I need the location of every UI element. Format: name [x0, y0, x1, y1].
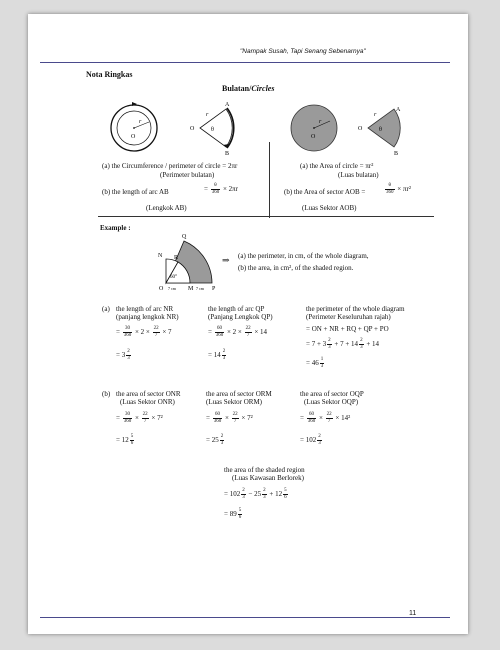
section-title: Nota Ringkas [86, 70, 133, 79]
example-m-label: M [188, 286, 194, 292]
shaded-result-num: 5 [238, 508, 242, 513]
oqp-frac-2 [326, 412, 333, 425]
orm-result [206, 434, 225, 447]
qp-frac-1 [215, 326, 225, 339]
example-angle-label: 60° [170, 275, 177, 280]
shaded-frac1 [241, 488, 246, 501]
section-divider [98, 216, 434, 217]
nr-calc [116, 326, 172, 339]
arc-den: 360 [211, 190, 220, 195]
nr-result [116, 349, 132, 362]
sector-area-formula [384, 183, 411, 196]
per-line2-b: + 7 + 14 [334, 340, 359, 349]
oqp-eq: = [300, 414, 304, 423]
oqp-result-den: 3 [318, 441, 321, 446]
topic-malay: Bulatan/ [222, 84, 252, 93]
shaded-circle-o: O [311, 134, 316, 140]
footer-rule [40, 617, 450, 618]
nr-mid: × 2 × [134, 328, 150, 337]
example-task-b: (b) the area, in cm², of the shaded region. [238, 264, 354, 272]
shaded-result-whole: 89 [229, 510, 237, 519]
circle-o-label: O [131, 134, 136, 140]
shaded-a: = 102 [224, 490, 241, 499]
qp-title: the length of arc QP [208, 305, 265, 313]
onr-frac-2 [142, 412, 149, 425]
orm-result-whole: 25 [211, 436, 219, 445]
example-n-label: N [158, 253, 163, 259]
header-quote: "Nampak Susah, Tapi Senang Sebenarnya" [240, 48, 366, 55]
shaded-b: − 25 [248, 490, 262, 499]
circumference-malay: (Perimeter bulatan) [160, 171, 215, 179]
nr-frac-2 [153, 326, 160, 339]
header-rule [40, 62, 450, 63]
onr-calc [116, 412, 163, 425]
part-b-label: (b) [102, 390, 111, 398]
shaded-c: + 12 [269, 490, 283, 499]
shaded-title: the area of the shaded region [224, 466, 305, 474]
per-line2-a: = 7 + 3 [306, 340, 327, 349]
implies-arrow: ⇒ [222, 255, 230, 265]
shaded-circle-r: r [319, 119, 322, 125]
oqp-num2: 22 [326, 412, 332, 417]
onr-result [116, 434, 135, 447]
qp-result-whole: 14 [213, 351, 221, 360]
oqp-frac-1 [307, 412, 317, 425]
arc-eq: = [204, 185, 208, 194]
onr-result-frac [130, 434, 135, 447]
shaded-sector-a: A [396, 107, 401, 113]
qp-num2: 22 [245, 326, 251, 331]
topic-english: Circles [251, 84, 275, 93]
oqp-result-num: 2 [318, 434, 321, 439]
shaded-frac3 [283, 488, 288, 501]
onr-eq: = [116, 414, 120, 423]
example-om-label: 7 cm [168, 286, 176, 291]
shaded-subtitle: (Luas Kawasan Berlorek) [232, 474, 304, 482]
shaded-sector [368, 109, 400, 147]
per-line2-d1: 3 [328, 345, 331, 350]
qp-calc [208, 326, 267, 339]
qp-den2: 7 [246, 333, 250, 338]
oqp-result [300, 434, 323, 447]
per-result-frac [320, 357, 325, 370]
per-line2-c: + 14 [366, 340, 380, 349]
qp-eq: = [208, 328, 212, 337]
nr-subtitle: (panjang lengkok NR) [116, 313, 179, 321]
oqp-subtitle: (Luas Sektor OQP) [304, 398, 359, 406]
shaded-d2: 3 [263, 495, 266, 500]
shaded-n3: 5 [284, 488, 287, 493]
nr-den2: 7 [154, 333, 158, 338]
shaded-result [224, 508, 243, 521]
sector-area-label: (b) the Area of sector AOB = [284, 188, 366, 196]
shaded-result-den: 6 [238, 515, 242, 520]
perimeter-line1: = ON + NR + RQ + QP + PO [306, 325, 389, 333]
example-task-a: (a) the perimeter, in cm, of the whole diagram, [238, 252, 369, 260]
example-q-label: Q [182, 234, 187, 240]
orm-mid: × [224, 414, 229, 423]
per-result-den: 3 [320, 364, 324, 369]
per-line2-frac1 [327, 338, 332, 351]
nr-num: 30 [123, 326, 133, 333]
oqp-den2: 7 [327, 419, 331, 424]
sector-den: 360 [386, 190, 394, 195]
onr-tail: × 7² [151, 414, 163, 423]
oqp-result-eq: = [300, 436, 304, 445]
sector-theta-label: θ [211, 127, 214, 133]
example-mp-label: 7 cm [196, 286, 204, 291]
onr-num: 30 [123, 412, 133, 419]
oqp-result-whole: 102 [305, 436, 317, 445]
shaded-result-eq: = [224, 510, 228, 519]
onr-result-den: 6 [130, 441, 134, 446]
orm-frac-1 [213, 412, 223, 425]
arc-fraction [211, 183, 221, 196]
shaded-line1 [224, 488, 289, 501]
orm-subtitle: (Luas Sektor ORM) [206, 398, 262, 406]
circumference-diagram [110, 100, 260, 156]
qp-mid: × 2 × [226, 328, 242, 337]
qp-result-eq: = [208, 351, 212, 360]
shaded-sector-b: B [394, 151, 399, 156]
orm-result-eq: = [206, 436, 210, 445]
sector-r-label: r [206, 112, 209, 118]
oqp-calc [300, 412, 350, 425]
onr-result-whole: 12 [121, 436, 129, 445]
qp-frac-2 [245, 326, 252, 339]
orm-result-den: 3 [220, 441, 224, 446]
example-label: Example : [100, 224, 131, 232]
onr-subtitle: (Luas Sektor ONR) [120, 398, 175, 406]
shaded-n2: 2 [263, 488, 266, 493]
sector-malay: (Luas Sektor AOB) [302, 204, 357, 212]
perimeter-line2 [306, 338, 379, 351]
qp-num: 60 [215, 326, 225, 333]
perimeter-title: the perimeter of the whole diagram [306, 305, 405, 313]
qp-result-num: 2 [222, 349, 226, 354]
qp-tail: × 14 [254, 328, 268, 337]
oqp-den: 360 [307, 419, 316, 424]
per-result-eq: = [306, 359, 310, 368]
nr-num2: 22 [153, 326, 159, 331]
shaded-n1: 2 [242, 488, 245, 493]
onr-mid: × [134, 414, 139, 423]
circumference-formula: (a) the Circumference / perimeter of circle = 2πr [102, 162, 238, 170]
nr-den: 360 [123, 333, 132, 338]
orm-result-num: 2 [220, 434, 224, 439]
area-malay: (Luas bulatan) [338, 171, 379, 179]
example-o-label: O [159, 286, 164, 292]
nr-result-num: 2 [127, 349, 130, 354]
orm-title: the area of sector ORM [206, 390, 272, 398]
orm-eq: = [206, 414, 210, 423]
arc-length-formula [204, 183, 238, 196]
nr-tail: × 7 [162, 328, 172, 337]
nr-result-eq: = [116, 351, 120, 360]
oqp-mid: × [318, 414, 323, 423]
per-line2-n1: 2 [328, 338, 331, 343]
arc-num: θ [211, 183, 221, 190]
per-result-num: 1 [320, 357, 324, 362]
area-diagram [290, 100, 420, 156]
shaded-d1: 3 [242, 495, 245, 500]
qp-den: 360 [215, 333, 224, 338]
shaded-frac2 [262, 488, 267, 501]
orm-tail: × 7² [241, 414, 253, 423]
shaded-result-frac [238, 508, 243, 521]
nr-result-den: 3 [127, 356, 130, 361]
per-line2-n2: 2 [360, 338, 363, 343]
area-formula: (a) the Area of circle = πr² [300, 162, 374, 170]
nr-eq: = [116, 328, 120, 337]
orm-result-frac [220, 434, 225, 447]
oqp-title: the area of sector OQP [300, 390, 364, 398]
sector-a-label: A [225, 102, 230, 108]
shaded-center [313, 127, 315, 129]
arc-malay: (Lengkok AB) [146, 204, 187, 212]
center-dot [133, 127, 135, 129]
shaded-d3: 6 [284, 495, 287, 500]
per-result-whole: 46 [311, 359, 319, 368]
arc-ab [227, 108, 234, 148]
arc-length-label: (b) the length of arc AB [102, 188, 169, 196]
sector-fraction [385, 183, 395, 196]
onr-frac-1 [123, 412, 133, 425]
part-a-label: (a) [102, 305, 110, 313]
sector-tail: × πr² [397, 185, 411, 194]
nr-frac-1 [123, 326, 133, 339]
onr-result-eq: = [116, 436, 120, 445]
qp-subtitle: (Panjang Lengkok QP) [208, 313, 273, 321]
qp-result-den: 3 [222, 356, 226, 361]
orm-num2: 22 [232, 412, 238, 417]
sector-b-label: B [225, 151, 230, 156]
orm-num: 60 [213, 412, 223, 419]
oqp-tail: × 14² [335, 414, 351, 423]
nr-title: the length of arc NR [116, 305, 174, 313]
orm-den: 360 [213, 419, 222, 424]
onr-den: 360 [123, 419, 132, 424]
oqp-num: 60 [307, 412, 317, 419]
nr-result-whole: 3 [121, 351, 126, 360]
perimeter-result [306, 357, 325, 370]
sector-o-label: O [190, 126, 195, 132]
example-r-label: R [174, 255, 179, 261]
shaded-sector-theta: θ [379, 127, 382, 133]
nr-result-frac [126, 349, 131, 362]
onr-result-num: 5 [130, 434, 134, 439]
arc-tail: × 2πr [222, 185, 239, 194]
circle-r-label: r [139, 119, 142, 125]
shaded-sector-r: r [374, 112, 377, 118]
column-divider [269, 142, 270, 218]
onr-num2: 22 [142, 412, 148, 417]
orm-frac-2 [232, 412, 239, 425]
example-p-label: P [212, 286, 216, 292]
onr-den2: 7 [143, 419, 147, 424]
perimeter-subtitle: (Perimeter Keseluruhan rajah) [306, 313, 391, 321]
orm-calc [206, 412, 253, 425]
radius-line [134, 122, 149, 128]
orm-den2: 7 [233, 419, 237, 424]
per-line2-d2: 3 [360, 345, 363, 350]
qp-result [208, 349, 227, 362]
oqp-result-frac [317, 434, 322, 447]
qp-result-frac [222, 349, 227, 362]
onr-title: the area of sector ONR [116, 390, 181, 398]
topic-title [222, 85, 274, 93]
sector-shape [200, 109, 232, 147]
shaded-sector-o: O [358, 126, 363, 132]
sector-num: θ [385, 183, 395, 190]
page-number: 11 [409, 610, 417, 617]
per-line2-frac2 [359, 338, 364, 351]
